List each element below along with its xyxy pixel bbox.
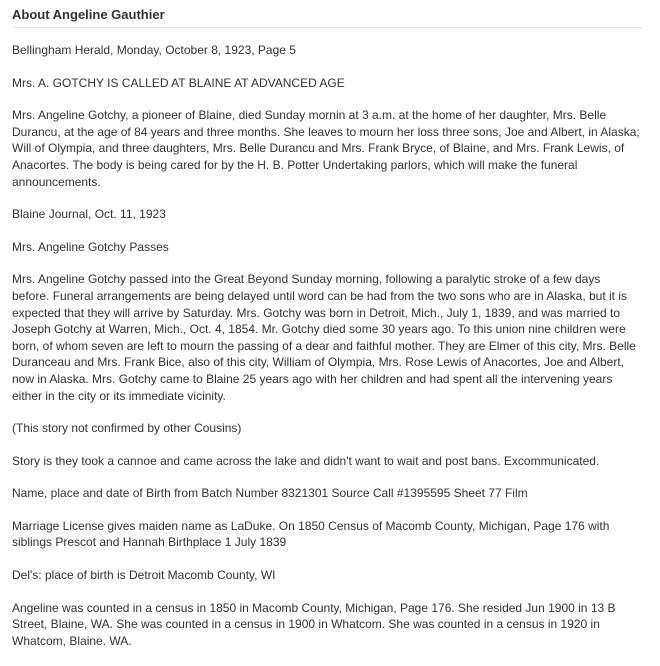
section-title: About Angeline Gauthier [12, 7, 165, 22]
paragraph-birth-source: Name, place and date of Birth from Batch Number 8321301 Source Call #1395595 Sheet 77 Film [12, 486, 528, 501]
paragraph-obituary-herald: Mrs. Angeline Gotchy, a pioneer of Blaine, died Sunday mornin at 3 a.m. at the home of her daughter, Mrs. Belle Durancu, at the age of 84 years and three months. She leaves to mourn her loss three sons, Joe and Albert, in Alaska; Will of Olympia, and three daughters, Mrs. Belle Durancu and Mrs. Frank Bryce, of Blaine, and Mrs. Frank Lewis, of Anacortes. The body is being cared for by the H. B. Potter Undertaking parlors, which will make the funeral announcements. [12, 108, 640, 189]
paragraph-obituary-journal: Mrs. Angeline Gotchy passed into the Great Beyond Sunday morning, following a paralytic stroke of a few days before. Funeral arrangements are being delayed until word can be had from the two sons who are in Alaska, but it is expected that they will arrive by Saturday. Mrs. Gotchy was born in Detroit, Mich., July 1, 1839, and was married to Joseph Gotchy at Warren, Mich., Oct. 4, 1854. Mr. Gotchy died some 30 years ago. To this union nine children were born, of whom seven are left to mourn the passing of a dear and faithful mother. They are Elmer of this city, Mrs. Belle Duranceau and Mrs. Frank Bice, also of this city, William of Olympia, Mrs. Rose Lewis of Anacortes, Joe and Albert, now in Alaska. Mrs. Gotchy came to Blaine 25 years ago with her children and had spent all the intervening years either in the city or its immediate vicinity. [12, 272, 636, 403]
paragraph-marriage-license: Marriage License gives maiden name as LaDuke. On 1850 Census of Macomb County, Michigan, Page 176 with siblings Prescot and Hannah Birthplace 1 July 1839 [12, 518, 610, 550]
paragraph-source-herald: Bellingham Herald, Monday, October 8, 1923, Page 5 [12, 43, 296, 57]
paragraph-note-unconfirmed: (This story not confirmed by other Cousins) [12, 421, 242, 436]
paragraph-birthplace-note: Del's: place of birth is Detroit Macomb County, WI [12, 568, 276, 583]
paragraph-headline-journal: Mrs. Angeline Gotchy Passes [12, 239, 169, 254]
paragraph-headline-herald: Mrs. A. GOTCHY IS CALLED AT BLAINE AT ADVANCED AGE [12, 75, 345, 90]
paragraph-source-journal: Blaine Journal, Oct. 11, 1923 [12, 207, 166, 222]
paragraph-census: Angeline was counted in a census in 1850 in Macomb County, Michigan, Page 176. She resided Jun 1900 in 13 B Street, Blaine, WA. She was counted in a census in 1900 in Whatcom. She was counted in a census in 1920 in Whatcom, Blaine. WA. [12, 600, 616, 648]
paragraph-story: Story is they took a cannoe and came across the lake and didn't want to wait and post bans. Excommunicated. [12, 453, 600, 468]
biography-content [12, 28, 650, 649]
